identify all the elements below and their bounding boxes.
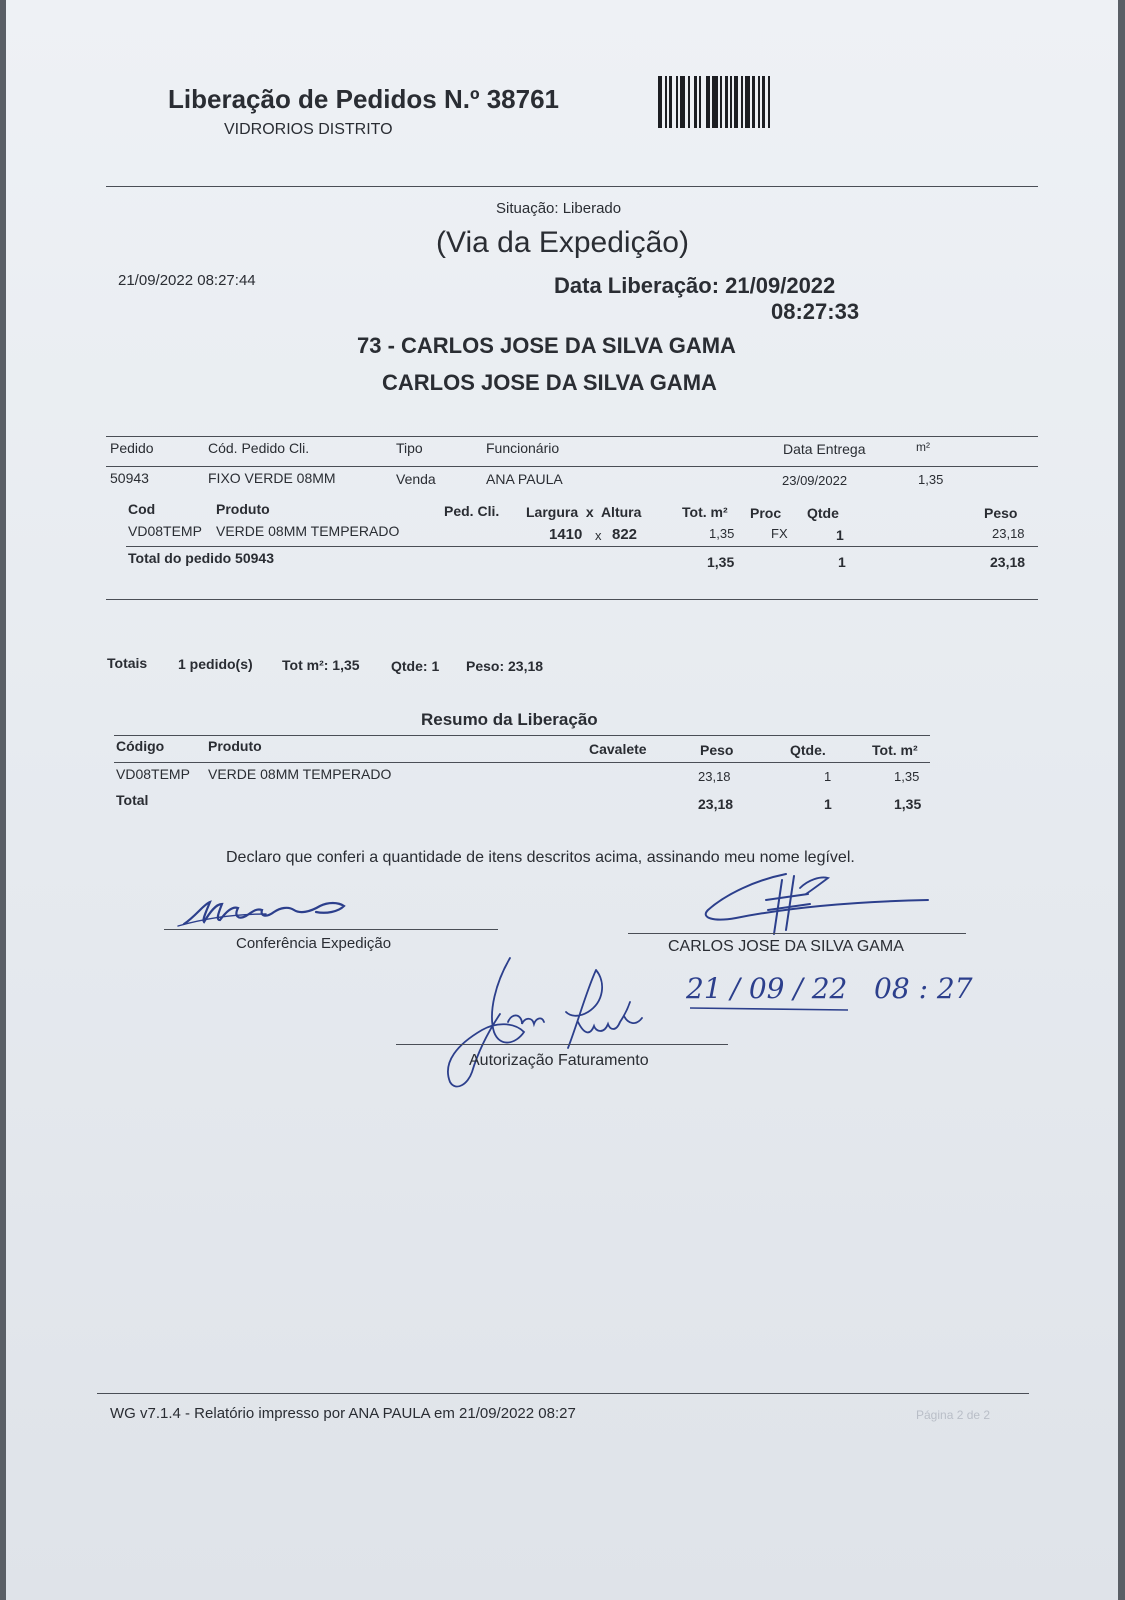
autorizacao-label: Autorização Faturamento [469, 1052, 649, 1069]
item-header-produto: Produto [216, 501, 270, 517]
client-signature [696, 870, 946, 940]
client-signature-label: CARLOS JOSE DA SILVA GAMA [668, 938, 904, 955]
item-x: x [595, 528, 602, 543]
summary-title: Resumo da Liberação [421, 710, 598, 729]
footer-page-number: Página 2 de 2 [916, 1408, 991, 1422]
summary-header-produto: Produto [208, 738, 262, 754]
summary-total-label: Total [116, 792, 149, 808]
cell-cod-pedido-cli: FIXO VERDE 08MM [208, 470, 336, 486]
table-top-line [106, 436, 1038, 437]
cell-pedido: 50943 [110, 470, 149, 486]
barcode [658, 76, 770, 128]
item-tot-m2: 1,35 [709, 526, 735, 541]
table-bottom-line [106, 599, 1038, 600]
conferencia-signature [176, 896, 376, 926]
conferencia-label: Conferência Expedição [236, 935, 392, 952]
summary-header-cavalete: Cavalete [589, 741, 647, 757]
item-qtde: 1 [836, 527, 844, 543]
item-proc: FX [771, 526, 788, 541]
summary-header-line [114, 762, 930, 763]
client-signature-line [628, 933, 966, 934]
item-cod: VD08TEMP [128, 523, 202, 539]
summary-total-tot-m2: 1,35 [894, 796, 922, 812]
item-header-cod: Cod [128, 501, 156, 517]
item-header-proc: Proc [750, 505, 782, 521]
order-total-peso: 23,18 [990, 554, 1026, 570]
col-header-m2: m² [916, 440, 930, 454]
item-peso: 23,18 [992, 526, 1025, 541]
handwritten-date-underline [690, 1006, 850, 1012]
summary-total-peso: 23,18 [698, 796, 734, 812]
totals-pedidos: 1 pedido(s) [178, 656, 253, 672]
summary-header-peso: Peso [700, 742, 734, 758]
via-label: (Via da Expedição) [436, 226, 689, 259]
col-header-cod-pedido-cli: Cód. Pedido Cli. [208, 440, 310, 456]
table-header-line [106, 466, 1038, 467]
item-header-ped-cli: Ped. Cli. [444, 503, 500, 519]
item-produto: VERDE 08MM TEMPERADO [216, 523, 400, 539]
declaration-text: Declaro que conferi a quantidade de itens descritos acima, assinando meu nome legível. [226, 849, 855, 866]
summary-row-peso: 23,18 [698, 769, 731, 784]
totals-qtde: Qtde: 1 [391, 658, 440, 674]
autorizacao-signature-line [396, 1044, 728, 1045]
summary-header-qtde: Qtde. [790, 742, 826, 758]
release-date: Data Liberação: 21/09/2022 [554, 273, 836, 298]
order-total-qtde: 1 [838, 554, 846, 570]
col-header-data-entrega: Data Entrega [783, 441, 866, 457]
summary-header-codigo: Código [116, 738, 165, 754]
item-altura: 822 [612, 526, 638, 543]
summary-top-line [114, 735, 930, 736]
cell-funcionario: ANA PAULA [486, 471, 563, 487]
handwritten-date: 21 / 09 / 22 08 : 27 [686, 972, 973, 1005]
cell-tipo: Venda [396, 471, 436, 487]
col-header-funcionario: Funcionário [486, 440, 560, 456]
company-name: VIDRORIOS DISTRITO [224, 121, 393, 138]
item-total-line [126, 546, 1038, 547]
summary-row-produto: VERDE 08MM TEMPERADO [208, 766, 392, 782]
client-name: CARLOS JOSE DA SILVA GAMA [382, 370, 717, 395]
cell-m2: 1,35 [918, 472, 944, 487]
summary-row-tot-m2: 1,35 [894, 769, 920, 784]
item-header-tot-m2: Tot. m² [682, 504, 728, 520]
document-page [6, 0, 1118, 1600]
totals-m2: Tot m²: 1,35 [282, 657, 360, 673]
release-time: 08:27:33 [771, 299, 860, 324]
conferencia-signature-line [164, 929, 498, 930]
printed-datetime: 21/09/2022 08:27:44 [118, 272, 256, 289]
totals-label: Totais [107, 655, 148, 671]
summary-total-qtde: 1 [824, 796, 832, 812]
item-header-largura-altura: Largura x Altura [526, 504, 642, 520]
summary-row-qtde: 1 [824, 769, 832, 784]
footer-printed-by: WG v7.1.4 - Relatório impresso por ANA PAULA em 21/09/2022 08:27 [110, 1405, 576, 1422]
totals-peso: Peso: 23,18 [466, 658, 544, 674]
item-largura: 1410 [549, 526, 583, 543]
cell-data-entrega: 23/09/2022 [782, 473, 848, 488]
item-header-peso: Peso [984, 505, 1018, 521]
autorizacao-signature [438, 952, 658, 1092]
order-total-m2: 1,35 [707, 554, 735, 570]
summary-row-codigo: VD08TEMP [116, 766, 190, 782]
client-code-name: 73 - CARLOS JOSE DA SILVA GAMA [357, 333, 736, 358]
order-total-label: Total do pedido 50943 [128, 550, 274, 566]
col-header-pedido: Pedido [110, 440, 154, 456]
header-divider [106, 186, 1038, 187]
item-header-qtde: Qtde [807, 505, 839, 521]
summary-header-tot-m2: Tot. m² [872, 742, 918, 758]
document-title: Liberação de Pedidos N.º 38761 [168, 84, 559, 114]
situation-label: Situação: Liberado [496, 200, 622, 217]
col-header-tipo: Tipo [396, 440, 423, 456]
footer-divider [97, 1393, 1029, 1394]
